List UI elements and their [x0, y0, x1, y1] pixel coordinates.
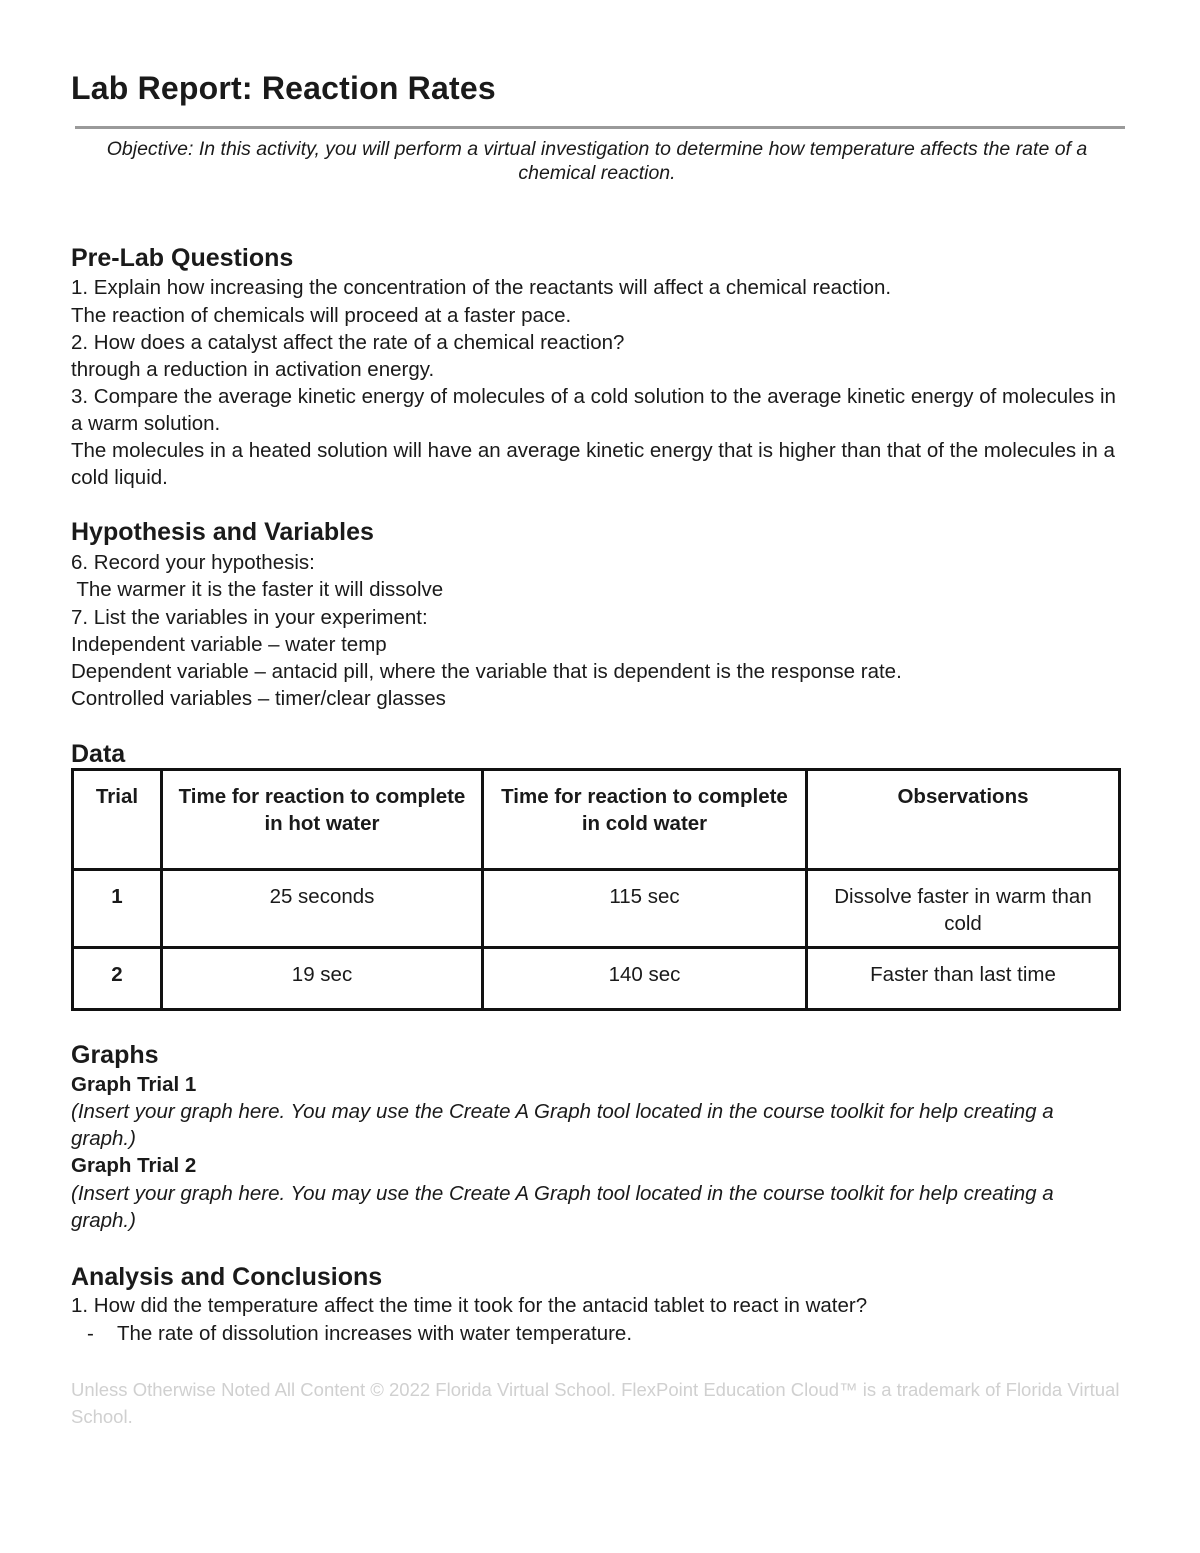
analysis-answer-1	[87, 1320, 633, 1347]
table-row	[73, 948, 1120, 1010]
data-heading: Data	[71, 740, 126, 768]
hypothesis-answer: The warmer it is the faster it will dissolve	[71, 578, 444, 601]
cold-time-cell: 115 sec	[483, 870, 807, 948]
graph-trial-1-placeholder: (Insert your graph here. You may use the Create A Graph tool located in the course toolkit for help creating a graph.)	[71, 1100, 1054, 1150]
header-cold-water: Time for reaction to complete in cold water	[483, 770, 807, 870]
table-row	[73, 870, 1120, 948]
trial-cell: 2	[73, 948, 162, 1010]
copyright-footer: Unless Otherwise Noted All Content © 2022 Florida Virtual School. FlexPoint Education Cloud™ is a trademark of Florida Virtual School.	[71, 1379, 1120, 1427]
prelab-answer-3: The molecules in a heated solution will have an average kinetic energy that is higher than that of the molecules in a cold liquid.	[71, 439, 1115, 489]
table-header-row	[73, 770, 1120, 870]
dependent-variable: Dependent variable – antacid pill, where the variable that is dependent is the response rate.	[71, 660, 902, 683]
controlled-variables: Controlled variables – timer/clear glasses	[71, 687, 446, 710]
graphs-heading: Graphs	[71, 1041, 159, 1069]
graph-trial-2-placeholder: (Insert your graph here. You may use the Create A Graph tool located in the course toolkit for help creating a graph.)	[71, 1182, 1054, 1232]
hypothesis-question: 6. Record your hypothesis:	[71, 551, 315, 574]
hot-time-cell: 25 seconds	[162, 870, 483, 948]
page-title: Lab Report: Reaction Rates	[71, 70, 496, 106]
bullet-dash: -	[87, 1322, 94, 1345]
data-table	[71, 768, 1121, 1011]
header-observations: Observations	[807, 770, 1120, 870]
prelab-question-3: 3. Compare the average kinetic energy of molecules of a cold solution to the average kinetic energy of molecules in a warm solution.	[71, 385, 1116, 435]
observation-cell: Faster than last time	[807, 948, 1120, 1010]
prelab-answer-2: through a reduction in activation energy.	[71, 358, 435, 381]
prelab-heading: Pre-Lab Questions	[71, 244, 294, 272]
header-trial: Trial	[73, 770, 162, 870]
variables-question: 7. List the variables in your experiment:	[71, 606, 428, 629]
hot-time-cell: 19 sec	[162, 948, 483, 1010]
header-hot-water: Time for reaction to complete in hot water	[162, 770, 483, 870]
observation-cell: Dissolve faster in warm than cold	[807, 870, 1120, 948]
title-divider	[75, 126, 1125, 129]
hypothesis-heading: Hypothesis and Variables	[71, 518, 374, 546]
cold-time-cell: 140 sec	[483, 948, 807, 1010]
analysis-heading: Analysis and Conclusions	[71, 1263, 383, 1291]
analysis-answer-text: The rate of dissolution increases with water temperature.	[117, 1322, 633, 1345]
analysis-question-1: 1. How did the temperature affect the time it took for the antacid tablet to react in water?	[71, 1294, 868, 1317]
graph-trial-2-label: Graph Trial 2	[71, 1154, 197, 1177]
prelab-question-2: 2. How does a catalyst affect the rate of a chemical reaction?	[71, 331, 625, 354]
graph-trial-1-label: Graph Trial 1	[71, 1073, 197, 1096]
prelab-question-1: 1. Explain how increasing the concentration of the reactants will affect a chemical reaction.	[71, 276, 892, 299]
independent-variable: Independent variable – water temp	[71, 633, 387, 656]
prelab-answer-1: The reaction of chemicals will proceed at a faster pace.	[71, 304, 572, 327]
objective-text: Objective: In this activity, you will perform a virtual investigation to determine how temperature affects the rate of a chemical reaction.	[106, 138, 1088, 184]
trial-cell: 1	[73, 870, 162, 948]
